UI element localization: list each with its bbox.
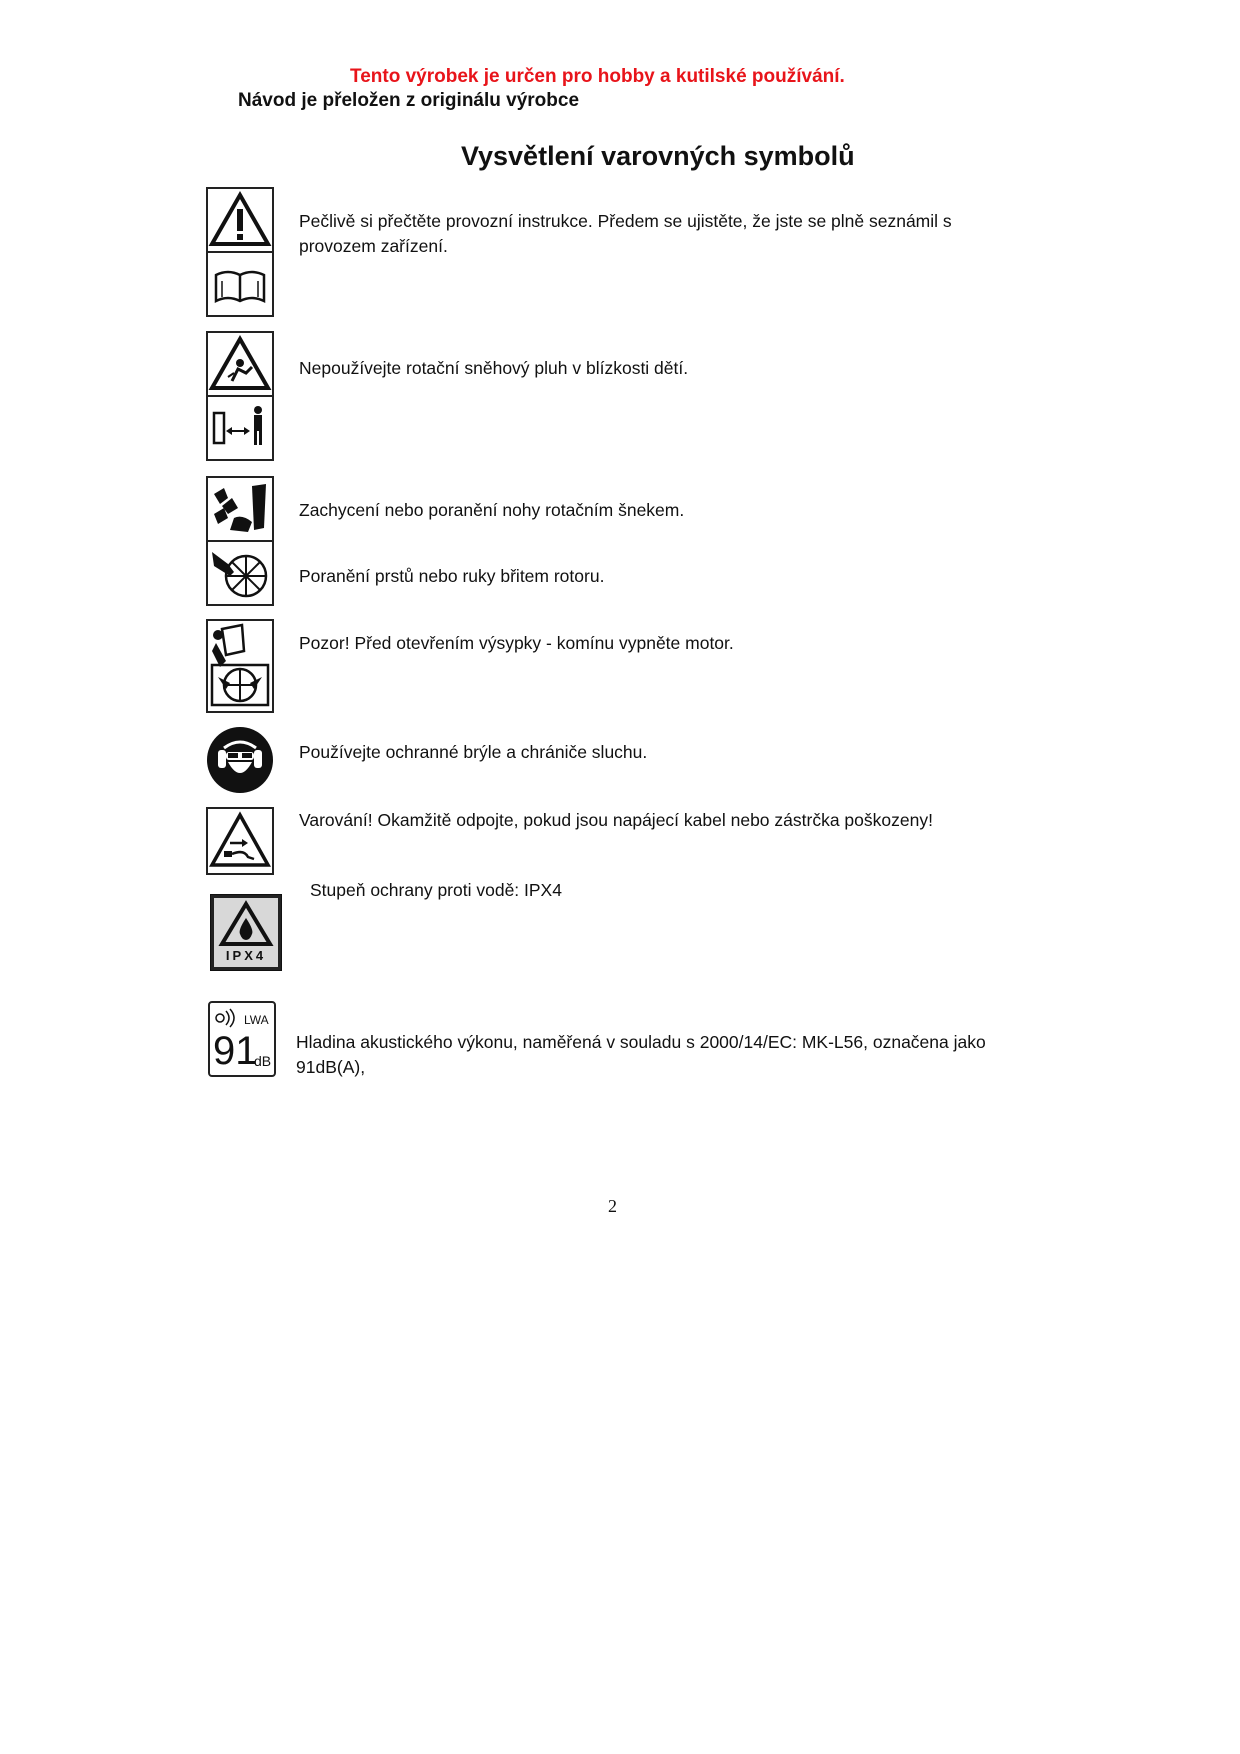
auger-rotor-hazard-icon: [206, 476, 274, 606]
page-title: Vysvětlení varovných symbolů: [461, 141, 855, 171]
chute-stop-engine-icon: [206, 619, 274, 713]
protection-text: Používejte ochranné brýle a chrániče sluchu.: [299, 742, 648, 762]
noise-badge-label: LWA: [244, 1013, 269, 1027]
keep-children-away-icon: [206, 331, 274, 461]
hobby-use-notice: Tento výrobek je určen pro hobby a kutilské používání.: [350, 66, 845, 87]
read-manual-icon: [206, 187, 274, 317]
chute-stop-text: Pozor! Před otevřením výsypky - komínu vypněte motor.: [299, 633, 734, 653]
auger-foot-text: Zachycení nebo poranění nohy rotačním šnekem.: [299, 500, 685, 520]
rotor-hand-text: Poranění prstů nebo ruky břitem rotoru.: [299, 566, 605, 586]
warning-triangle-icon: [208, 189, 272, 249]
noise-level-badge-icon: [208, 1001, 276, 1077]
speaker-waves-icon: [214, 1007, 240, 1029]
children-warning-text: Nepoužívejte rotační sněhový pluh v blízkosti dětí.: [299, 358, 689, 378]
ipx4-badge-label: IPX4: [225, 948, 267, 963]
book-icon: [208, 253, 272, 315]
hazard-triangle-icon: [208, 333, 272, 393]
cable-warning-icon: [206, 807, 274, 875]
translation-note: Návod je přeložen z originálu výrobce: [238, 90, 580, 111]
foot-auger-icon: [208, 478, 272, 538]
read-manual-text: Pečlivě si přečtěte provozní instrukce. Předem se ujistěte, že jste se plně seznámil s provozem zařízení.: [299, 211, 952, 256]
ipx4-badge-icon: [210, 894, 282, 971]
distance-person-icon: [208, 397, 272, 459]
noise-badge-unit: dB: [254, 1053, 272, 1069]
noise-level-text: Hladina akustického výkonu, naměřená v souladu s 2000/14/EC: MK-L56, označena jako 91dB(A),: [296, 1032, 986, 1077]
ipx4-text: Stupeň ochrany proti vodě: IPX4: [310, 880, 562, 900]
page-number: 2: [608, 1196, 617, 1216]
hand-rotor-icon: [208, 542, 272, 604]
noise-badge-value: 91: [213, 1029, 258, 1073]
water-drop-icon: [214, 898, 278, 948]
cable-warning-text: Varování! Okamžitě odpojte, pokud jsou napájecí kabel nebo zástrčka poškozeny!: [299, 810, 933, 830]
protection-gear-icon: [206, 726, 274, 794]
